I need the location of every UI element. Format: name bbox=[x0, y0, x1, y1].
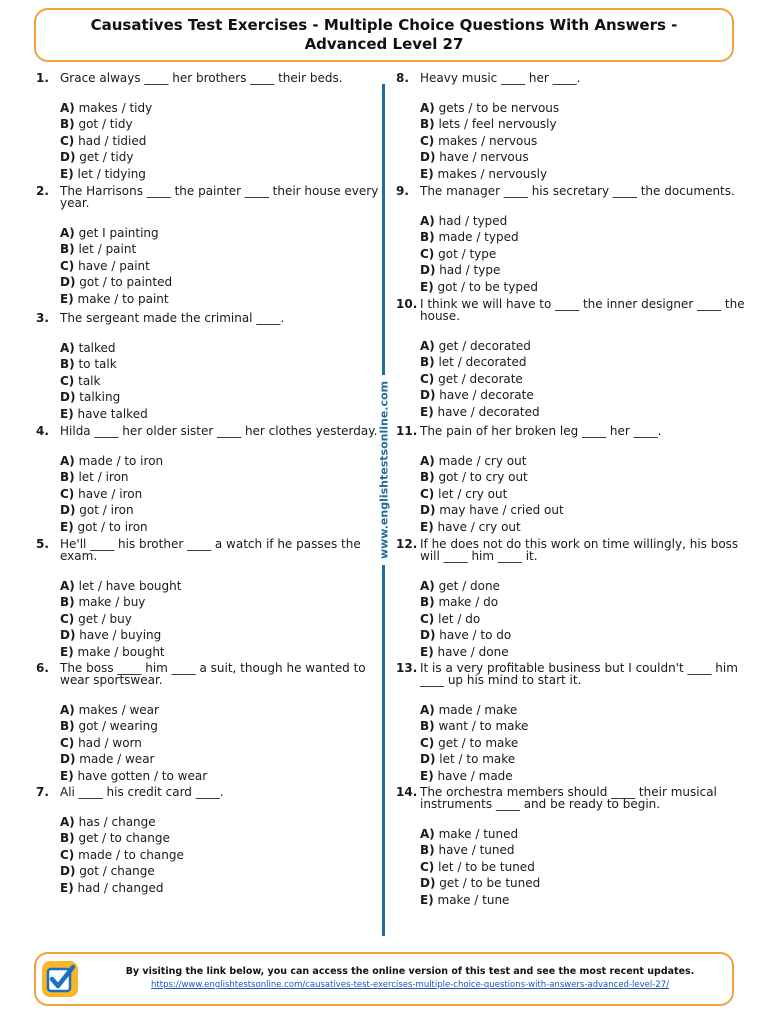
question-13 bbox=[396, 661, 738, 784]
option-text: got / to be typed bbox=[437, 279, 538, 294]
answer-option bbox=[60, 502, 366, 518]
question-5 bbox=[36, 538, 366, 660]
option-letter: E) bbox=[60, 519, 74, 534]
option-text: have / done bbox=[437, 644, 509, 659]
option-text: have / made bbox=[437, 768, 513, 783]
option-letter: C) bbox=[60, 735, 75, 750]
option-text: got / to painted bbox=[79, 275, 173, 290]
question-9 bbox=[396, 184, 735, 295]
option-text: had / changed bbox=[77, 880, 164, 895]
option-text: have / to do bbox=[439, 628, 512, 643]
question-text: He'll ____ his brother ____ a watch if he passes the bbox=[60, 537, 361, 551]
option-letter: B) bbox=[60, 117, 75, 132]
answer-option bbox=[60, 578, 366, 594]
option-letter: C) bbox=[60, 258, 75, 273]
answer-option bbox=[420, 213, 726, 229]
question-text: instruments ____ and be ready to begin. bbox=[420, 797, 661, 811]
option-letter: C) bbox=[420, 486, 435, 501]
answer-option bbox=[420, 519, 726, 535]
option-text: let / to be tuned bbox=[438, 859, 535, 874]
answer-option bbox=[60, 406, 366, 422]
question-7 bbox=[36, 786, 366, 896]
option-text: have / decorated bbox=[437, 404, 540, 419]
option-text: let / iron bbox=[78, 470, 129, 485]
answer-option bbox=[60, 611, 366, 627]
answer-option bbox=[60, 453, 366, 469]
option-letter: D) bbox=[420, 503, 436, 518]
option-text: made / to iron bbox=[78, 454, 164, 468]
answer-option bbox=[60, 133, 366, 149]
answer-options bbox=[60, 814, 366, 896]
answer-option bbox=[60, 291, 366, 307]
answer-options bbox=[420, 578, 726, 660]
option-text: talk bbox=[78, 373, 101, 388]
answer-option bbox=[60, 340, 366, 356]
option-letter: E) bbox=[420, 892, 434, 907]
answer-option bbox=[420, 371, 726, 387]
question-number: 4. bbox=[36, 424, 49, 438]
answer-option bbox=[420, 892, 726, 908]
answer-option bbox=[420, 594, 726, 610]
answer-option bbox=[60, 718, 366, 734]
option-text: made / to change bbox=[78, 847, 184, 862]
option-letter: A) bbox=[420, 579, 435, 593]
option-letter: B) bbox=[60, 831, 75, 846]
option-letter: E) bbox=[60, 291, 74, 306]
option-letter: C) bbox=[60, 847, 75, 862]
answer-option bbox=[420, 718, 726, 734]
option-letter: B) bbox=[60, 470, 75, 485]
option-text: got / type bbox=[438, 246, 497, 261]
question-10 bbox=[396, 297, 745, 420]
option-letter: E) bbox=[60, 880, 74, 895]
question-number: 7. bbox=[36, 785, 49, 799]
answer-option bbox=[60, 116, 366, 132]
answer-option bbox=[420, 354, 726, 370]
question-text: year. bbox=[60, 196, 90, 210]
question-text: Ali ____ his credit card ____. bbox=[60, 785, 224, 799]
answer-option bbox=[420, 627, 726, 643]
question-12 bbox=[396, 537, 739, 660]
answer-options bbox=[60, 100, 366, 182]
question-text: Hilda ____ her older sister ____ her clothes yesterday. bbox=[60, 424, 378, 438]
question-text: wear sportswear. bbox=[60, 673, 163, 687]
option-text: make / bought bbox=[77, 644, 165, 659]
answer-option bbox=[420, 133, 726, 149]
option-text: got / iron bbox=[79, 503, 134, 518]
question-text: will ____ him ____ it. bbox=[420, 549, 538, 563]
question-number: 6. bbox=[36, 661, 49, 675]
answer-option bbox=[420, 875, 726, 891]
question-number: 5. bbox=[36, 537, 49, 551]
page-title-line-1: Causatives Test Exercises - Multiple Choice Questions With Answers - bbox=[90, 16, 678, 34]
option-letter: B) bbox=[420, 355, 435, 370]
option-text: let / cry out bbox=[438, 486, 508, 501]
option-letter: E) bbox=[420, 166, 434, 181]
option-text: get / tidy bbox=[79, 150, 134, 165]
footer-link[interactable]: https://www.englishtestsonline.com/causatives-test-exercises-multiple-choice-questions-with-answers-advanced-level-27/ bbox=[151, 980, 669, 990]
page-title-line-2: Advanced Level 27 bbox=[304, 35, 464, 53]
answer-option bbox=[60, 594, 366, 610]
answer-option bbox=[420, 100, 726, 116]
option-letter: B) bbox=[60, 595, 75, 610]
question-text: The Harrisons ____ the painter ____ their house every bbox=[60, 184, 379, 198]
option-text: had / typed bbox=[438, 214, 508, 228]
answer-option bbox=[60, 830, 366, 846]
footer-text: By visiting the link below, you can access the online version of this test and see the most recent updates. bbox=[125, 966, 695, 977]
option-letter: D) bbox=[420, 628, 436, 643]
answer-option bbox=[420, 338, 726, 354]
answer-option bbox=[420, 611, 726, 627]
question-14 bbox=[396, 786, 726, 908]
answer-option bbox=[420, 149, 726, 165]
question-4 bbox=[36, 424, 378, 535]
option-letter: C) bbox=[60, 133, 75, 148]
option-text: want / to make bbox=[438, 719, 529, 734]
answer-option bbox=[60, 880, 366, 896]
answer-option bbox=[420, 751, 726, 767]
option-letter: D) bbox=[60, 150, 76, 165]
answer-option bbox=[60, 519, 366, 535]
answer-option bbox=[420, 404, 726, 420]
option-text: makes / nervously bbox=[437, 166, 548, 181]
answer-options bbox=[420, 213, 726, 295]
option-text: had / tidied bbox=[78, 133, 147, 148]
option-letter: E) bbox=[420, 279, 434, 294]
question-number: 9. bbox=[396, 184, 409, 198]
answer-option bbox=[420, 246, 726, 262]
option-letter: B) bbox=[420, 843, 435, 858]
option-letter: A) bbox=[60, 703, 75, 717]
option-text: made / cry out bbox=[438, 454, 527, 468]
question-text: The sergeant made the criminal ____. bbox=[60, 311, 285, 325]
option-letter: D) bbox=[60, 275, 76, 290]
option-letter: C) bbox=[420, 133, 435, 148]
option-text: made / make bbox=[438, 703, 518, 717]
option-text: got / to iron bbox=[77, 519, 148, 534]
answer-options bbox=[60, 578, 366, 660]
option-letter: E) bbox=[60, 406, 74, 421]
option-text: got / to cry out bbox=[438, 470, 528, 485]
option-letter: E) bbox=[420, 768, 434, 783]
question-3 bbox=[36, 312, 366, 422]
answer-option bbox=[420, 644, 726, 660]
answer-option bbox=[60, 258, 366, 274]
question-2 bbox=[36, 184, 379, 307]
option-letter: A) bbox=[420, 827, 435, 841]
footer-box bbox=[34, 952, 734, 1006]
option-text: get / to be tuned bbox=[439, 876, 541, 891]
option-text: get / to change bbox=[78, 831, 170, 846]
option-text: have / cry out bbox=[437, 519, 521, 534]
option-text: let / have bought bbox=[78, 579, 182, 593]
option-text: made / wear bbox=[79, 752, 155, 767]
answer-option bbox=[420, 387, 726, 403]
option-text: get I painting bbox=[78, 226, 159, 240]
answer-option bbox=[420, 116, 726, 132]
question-number: 12. bbox=[396, 537, 418, 551]
question-number: 8. bbox=[396, 71, 409, 85]
option-letter: B) bbox=[60, 242, 75, 257]
answer-option bbox=[60, 149, 366, 165]
question-text: The pain of her broken leg ____ her ____. bbox=[420, 424, 662, 438]
option-letter: A) bbox=[60, 579, 75, 593]
option-letter: A) bbox=[60, 101, 75, 115]
option-text: let / do bbox=[438, 611, 481, 626]
option-letter: A) bbox=[420, 339, 435, 353]
answer-option bbox=[60, 241, 366, 257]
option-text: have / iron bbox=[78, 486, 143, 501]
question-text: ____ up his mind to start it. bbox=[420, 673, 582, 687]
option-text: makes / tidy bbox=[78, 101, 153, 115]
checkbox-logo-icon bbox=[42, 961, 78, 997]
option-letter: A) bbox=[60, 341, 75, 355]
answer-option bbox=[60, 627, 366, 643]
option-text: got / tidy bbox=[78, 117, 133, 132]
option-text: talked bbox=[78, 341, 116, 355]
option-letter: D) bbox=[60, 503, 76, 518]
answer-option bbox=[420, 279, 726, 295]
option-text: let / to make bbox=[439, 752, 516, 767]
option-letter: D) bbox=[60, 864, 76, 879]
answer-option bbox=[420, 826, 726, 842]
answer-option bbox=[60, 469, 366, 485]
option-letter: D) bbox=[420, 150, 436, 165]
answer-option bbox=[60, 356, 366, 372]
option-text: makes / wear bbox=[78, 703, 159, 717]
option-letter: E) bbox=[420, 644, 434, 659]
answer-option bbox=[60, 644, 366, 660]
question-number: 14. bbox=[396, 785, 418, 799]
option-letter: D) bbox=[420, 388, 436, 403]
option-letter: C) bbox=[420, 859, 435, 874]
option-letter: A) bbox=[60, 454, 75, 468]
option-letter: A) bbox=[60, 226, 75, 240]
option-text: got / change bbox=[79, 864, 155, 879]
question-number: 10. bbox=[396, 297, 418, 311]
answer-option bbox=[60, 863, 366, 879]
option-text: had / worn bbox=[78, 735, 142, 750]
option-text: make / tune bbox=[437, 892, 510, 907]
option-text: to talk bbox=[78, 357, 117, 372]
question-text: The orchestra members should ____ their musical bbox=[420, 785, 717, 799]
option-letter: D) bbox=[420, 752, 436, 767]
option-text: have / tuned bbox=[438, 843, 515, 858]
answer-option bbox=[420, 166, 726, 182]
answer-option bbox=[420, 578, 726, 594]
option-letter: B) bbox=[420, 719, 435, 734]
option-text: let / paint bbox=[78, 242, 137, 257]
option-text: have / paint bbox=[78, 258, 150, 273]
option-letter: A) bbox=[420, 214, 435, 228]
option-text: have / nervous bbox=[439, 150, 529, 165]
side-url-watermark: www.englishtestsonline.com bbox=[378, 375, 391, 565]
option-letter: B) bbox=[420, 470, 435, 485]
answer-option bbox=[420, 842, 726, 858]
question-text: Heavy music ____ her ____. bbox=[420, 71, 581, 85]
option-text: get / to make bbox=[438, 735, 519, 750]
option-letter: D) bbox=[60, 752, 76, 767]
question-1 bbox=[36, 72, 366, 182]
option-text: gets / to be nervous bbox=[438, 101, 560, 115]
question-text: If he does not do this work on time willingly, his boss bbox=[420, 537, 739, 551]
answer-option bbox=[60, 389, 366, 405]
answer-option bbox=[60, 100, 366, 116]
option-text: make / do bbox=[438, 595, 499, 610]
option-text: got / wearing bbox=[78, 719, 158, 734]
question-number: 11. bbox=[396, 424, 418, 438]
option-text: let / decorated bbox=[438, 355, 527, 370]
option-letter: A) bbox=[420, 101, 435, 115]
option-letter: C) bbox=[60, 611, 75, 626]
answer-option bbox=[60, 702, 366, 718]
answer-option bbox=[60, 373, 366, 389]
option-letter: E) bbox=[420, 519, 434, 534]
option-text: have gotten / to wear bbox=[77, 768, 208, 783]
answer-option bbox=[420, 768, 726, 784]
question-number: 2. bbox=[36, 184, 49, 198]
option-letter: E) bbox=[60, 166, 74, 181]
answer-options bbox=[420, 702, 726, 784]
option-text: get / decorated bbox=[438, 339, 531, 353]
question-6 bbox=[36, 662, 366, 784]
answer-option bbox=[420, 469, 726, 485]
option-text: lets / feel nervously bbox=[438, 117, 557, 132]
option-text: make / to paint bbox=[77, 291, 169, 306]
option-text: talking bbox=[79, 390, 121, 405]
question-11 bbox=[396, 425, 726, 535]
option-text: makes / nervous bbox=[438, 133, 538, 148]
answer-option bbox=[60, 166, 366, 182]
answer-option bbox=[420, 702, 726, 718]
answer-option bbox=[60, 847, 366, 863]
option-text: has / change bbox=[78, 815, 156, 829]
option-letter: E) bbox=[60, 768, 74, 783]
option-letter: C) bbox=[420, 735, 435, 750]
answer-options bbox=[60, 340, 366, 422]
option-letter: B) bbox=[420, 230, 435, 245]
option-letter: D) bbox=[420, 263, 436, 278]
question-8 bbox=[396, 72, 726, 182]
answer-options bbox=[420, 826, 726, 908]
question-number: 1. bbox=[36, 71, 49, 85]
question-number: 3. bbox=[36, 311, 49, 325]
option-letter: D) bbox=[60, 390, 76, 405]
answer-option bbox=[420, 262, 726, 278]
option-letter: C) bbox=[60, 486, 75, 501]
option-text: had / type bbox=[439, 263, 501, 278]
answer-option bbox=[60, 274, 366, 290]
option-letter: E) bbox=[420, 404, 434, 419]
answer-option bbox=[420, 453, 726, 469]
answer-options bbox=[60, 453, 366, 535]
option-text: get / done bbox=[438, 579, 500, 593]
answer-option bbox=[420, 229, 726, 245]
answer-options bbox=[420, 100, 726, 182]
question-text: It is a very profitable business but I couldn't ____ him bbox=[420, 661, 738, 675]
question-text: exam. bbox=[60, 549, 98, 563]
option-text: have / decorate bbox=[439, 388, 534, 403]
answer-option bbox=[420, 735, 726, 751]
option-text: get / buy bbox=[78, 611, 132, 626]
option-text: get / decorate bbox=[438, 371, 523, 386]
option-letter: A) bbox=[60, 815, 75, 829]
answer-options bbox=[60, 702, 366, 784]
option-text: have / buying bbox=[79, 628, 162, 643]
answer-options bbox=[420, 338, 726, 420]
option-letter: C) bbox=[60, 373, 75, 388]
option-text: made / typed bbox=[438, 230, 519, 245]
question-text: The boss ____ him ____ a suit, though he wanted to bbox=[60, 661, 366, 675]
option-text: make / tuned bbox=[438, 827, 519, 841]
answer-option bbox=[60, 768, 366, 784]
answer-options bbox=[420, 453, 726, 535]
question-text: Grace always ____ her brothers ____ their beds. bbox=[60, 71, 343, 85]
title-box bbox=[34, 8, 734, 62]
answer-option bbox=[60, 225, 366, 241]
question-number: 13. bbox=[396, 661, 418, 675]
option-letter: B) bbox=[60, 719, 75, 734]
answer-option bbox=[420, 859, 726, 875]
option-text: may have / cried out bbox=[439, 503, 564, 518]
option-text: have talked bbox=[77, 406, 148, 421]
option-letter: C) bbox=[420, 371, 435, 386]
question-text: The manager ____ his secretary ____ the documents. bbox=[420, 184, 735, 198]
answer-option bbox=[60, 486, 366, 502]
answer-option bbox=[60, 814, 366, 830]
answer-options bbox=[60, 225, 366, 307]
answer-option bbox=[420, 486, 726, 502]
option-letter: B) bbox=[420, 117, 435, 132]
option-letter: D) bbox=[420, 876, 436, 891]
option-text: make / buy bbox=[78, 595, 146, 610]
question-text: house. bbox=[420, 309, 461, 323]
option-letter: A) bbox=[420, 703, 435, 717]
answer-option bbox=[60, 735, 366, 751]
option-letter: B) bbox=[420, 595, 435, 610]
option-text: let / tidying bbox=[77, 166, 146, 181]
option-letter: D) bbox=[60, 628, 76, 643]
option-letter: A) bbox=[420, 454, 435, 468]
option-letter: B) bbox=[60, 357, 75, 372]
answer-option bbox=[420, 502, 726, 518]
option-letter: E) bbox=[60, 644, 74, 659]
question-text: I think we will have to ____ the inner designer ____ the bbox=[420, 297, 745, 311]
option-letter: C) bbox=[420, 246, 435, 261]
option-letter: C) bbox=[420, 611, 435, 626]
answer-option bbox=[60, 751, 366, 767]
